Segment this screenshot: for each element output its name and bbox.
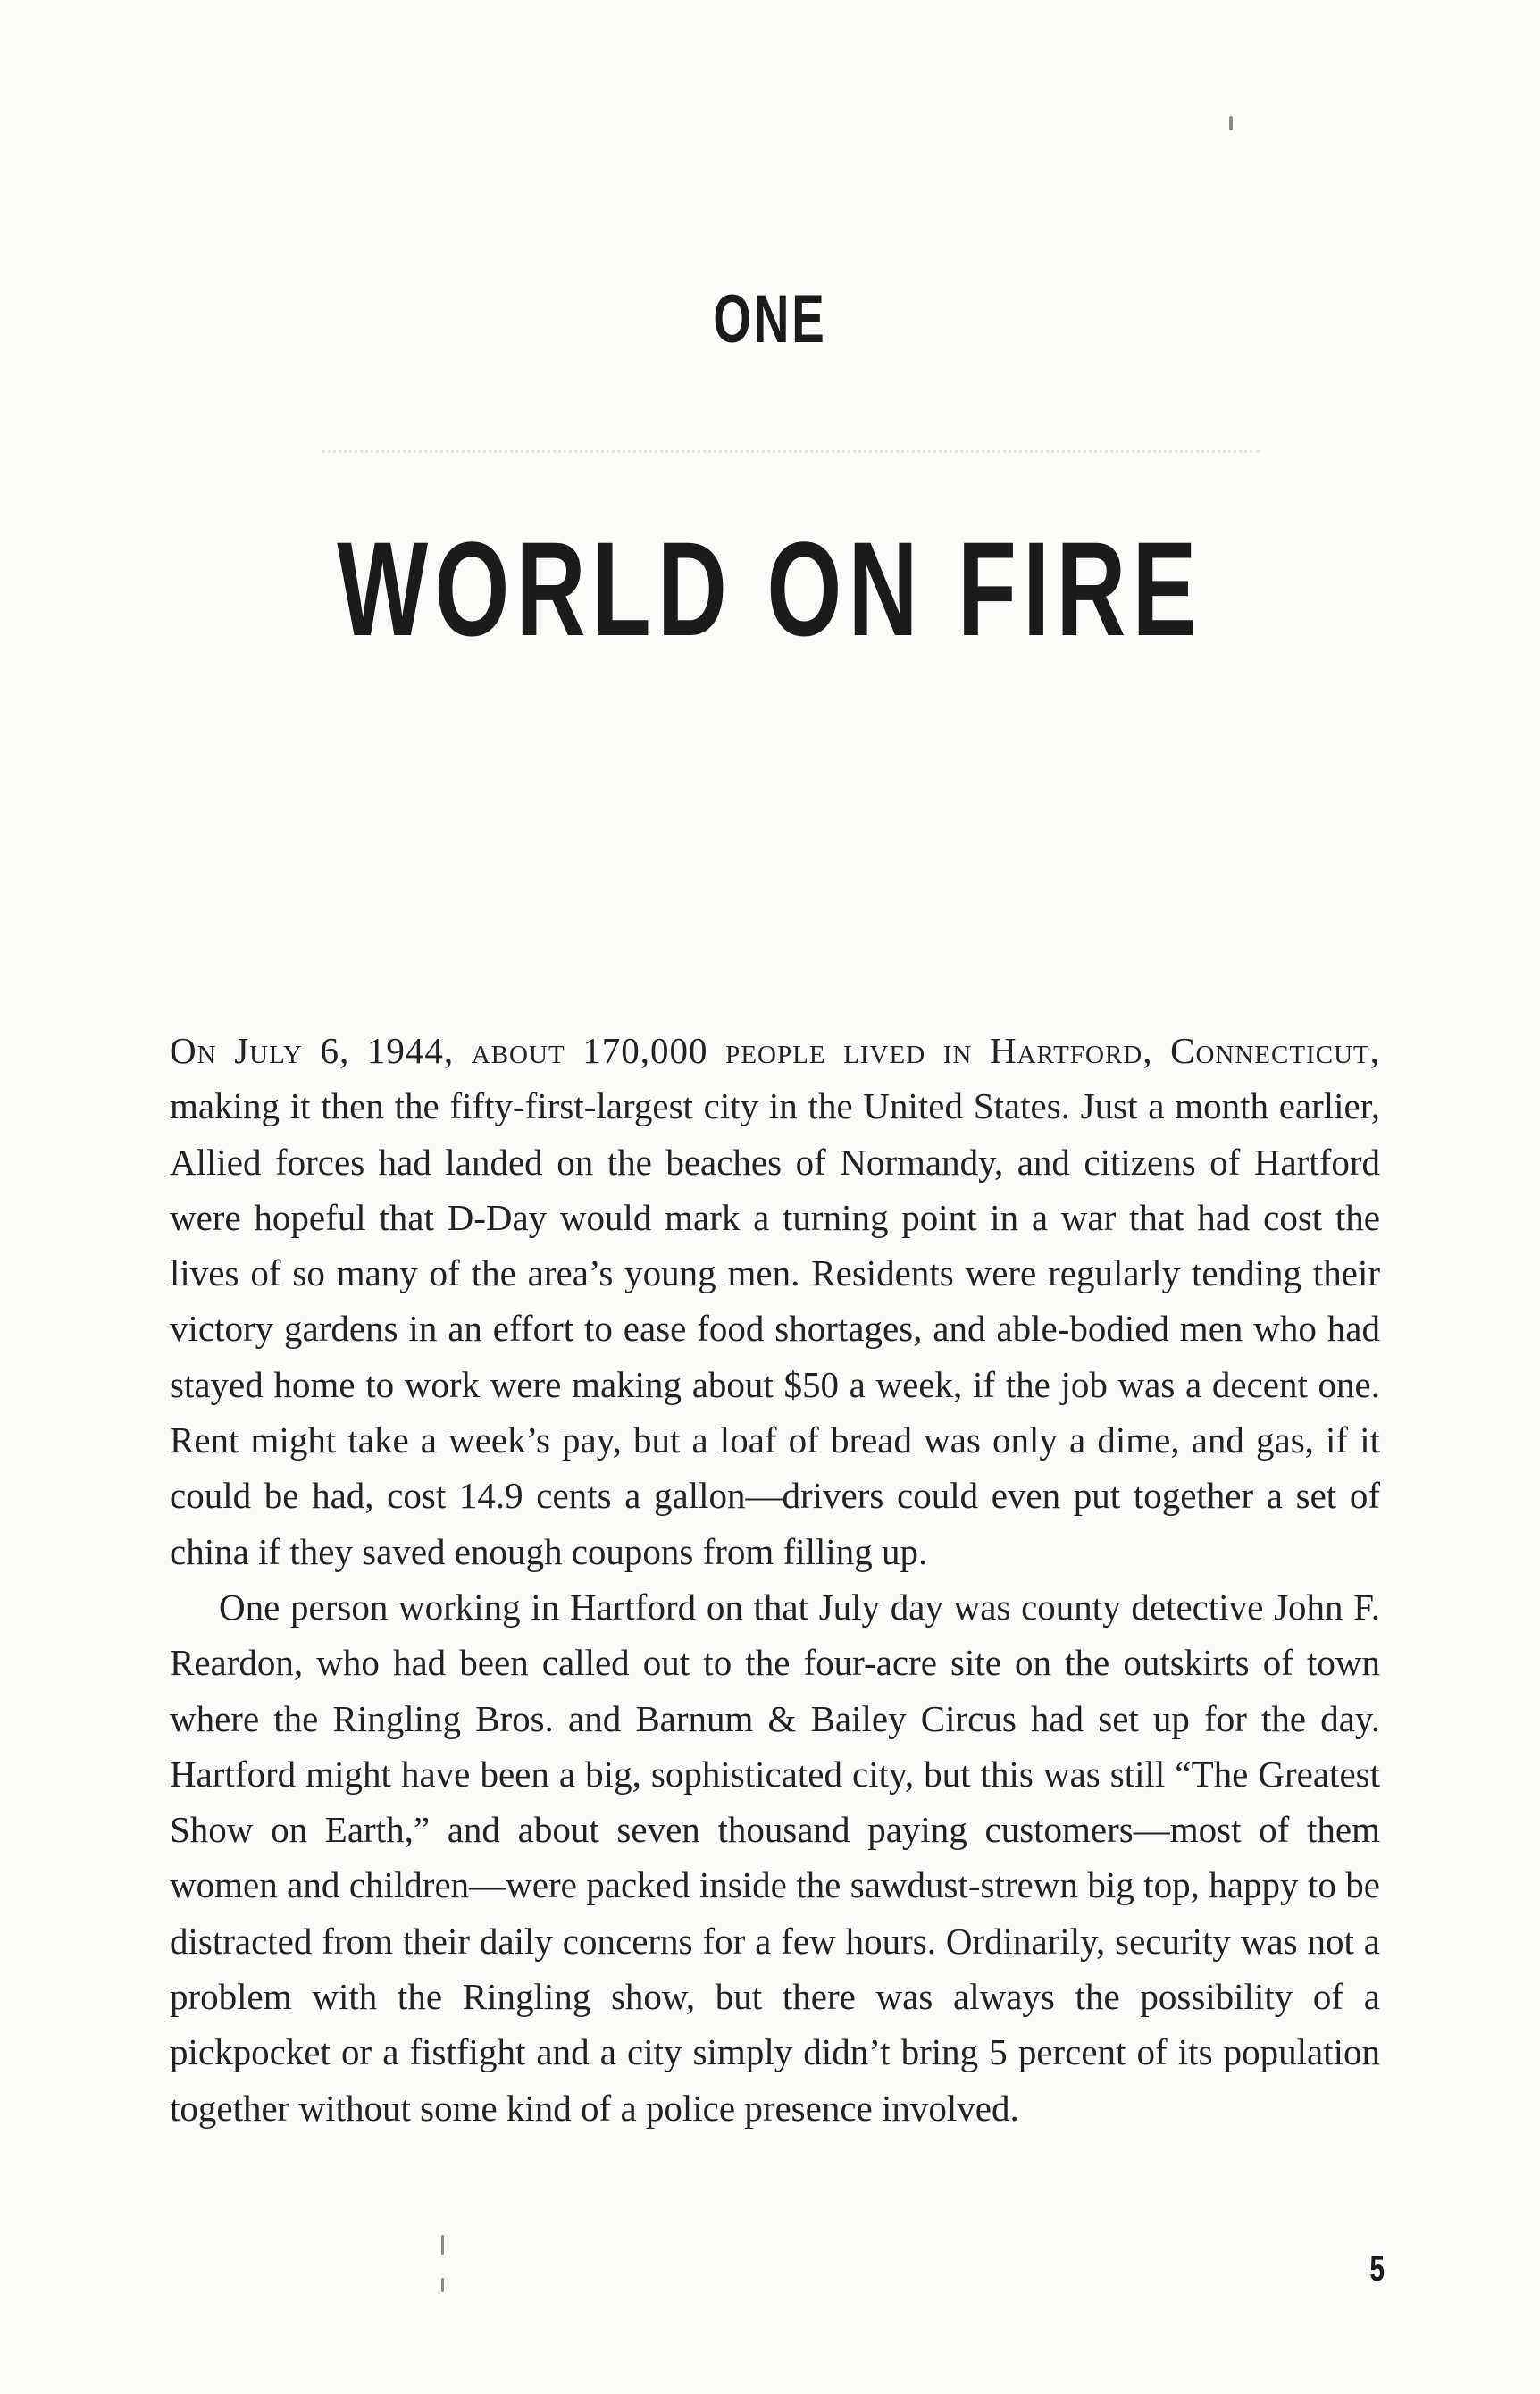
second-paragraph: One person working in Hartford on that July day was county detective John F. Reardon, who had been called out to the four-acre site on the outskirts of town where the Ringling Bros. and Barnum & Bailey Circus had set up for the day. Hartford might have been a big, sophisticated city, but this was still “The Greatest Show on Earth,” and about seven thousand paying customers—most of them women and children—were packed inside the sawdust-strewn big top, happy to be distracted from their daily concerns for a few hours. Ordinarily, security was not a problem with the Ringling show, but there was always the possibility of a pickpocket or a fistfight and a city simply didn’t bring 5 percent of its population together without some kind of a police presence involved. [170, 1586, 1380, 2129]
scan-speck [441, 2235, 444, 2255]
chapter-title: WORLD ON FIRE [337, 514, 1203, 664]
body-text [170, 1023, 1380, 2136]
scan-speck [441, 2278, 444, 2292]
first-paragraph-rest: making it then the fifty-first-largest city in the United States. Just a month earlier, Allied forces had landed on the beaches of Normandy, and citizens of Hartford were hopeful that D-Day would mark a turning point in a war that had cost the lives of so many of the area’s young men. Residents were regularly tending their victory gardens in an effort to ease food shortages, and able-bodied men who had stayed home to work were making about $50 a week, if the job was a decent one. Rent might take a week’s pay, but a loaf of bread was only a dime, and gas, if it could be had, cost 14.9 cents a gallon—drivers could even put together a set of china if they saved enough coupons from filling up. [170, 1085, 1380, 1572]
first-paragraph [170, 1023, 1380, 1579]
scan-speck [1229, 116, 1233, 130]
dotted-divider [322, 450, 1260, 453]
first-paragraph-lead: On July 6, 1944, about 170,000 people lived in Hartford, Connecticut, [170, 1030, 1380, 1071]
chapter-number: ONE [713, 281, 827, 357]
page-number: 5 [1369, 2249, 1385, 2289]
